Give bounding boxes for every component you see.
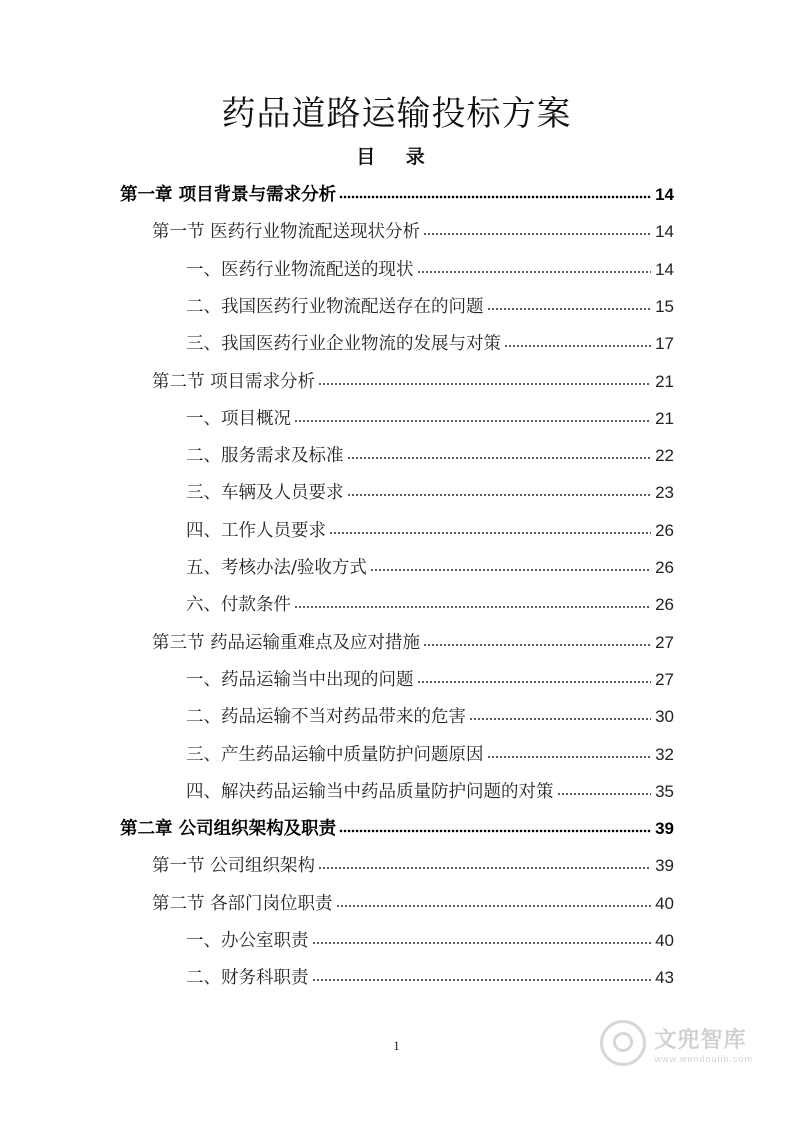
toc-entry-label: 一、办公室职责 [186,931,309,951]
toc-entry[interactable] [186,330,674,358]
toc-entry[interactable] [186,554,674,582]
toc-leader-dots [294,417,651,425]
toc-entry-page: 14 [655,185,674,204]
toc-entry[interactable] [152,368,674,396]
toc-entry[interactable] [186,964,674,992]
toc-entry-page: 40 [655,931,674,950]
toc-entry-label: 第一章 项目背景与需求分析 [120,185,337,205]
toc-entry[interactable] [186,442,674,470]
toc-entry[interactable] [186,405,674,433]
toc-leader-dots [294,603,651,611]
toc-entry-label: 一、医药行业物流配送的现状 [186,259,414,280]
toc-entry-label: 四、解决药品运输当中药品质量防护问题的对策 [186,781,554,802]
watermark-name: 文兜智库 [654,1027,747,1053]
toc-entry-label: 第一节 公司组织架构 [152,856,316,877]
toc-entry-label: 三、我国医药行业企业物流的发展与对策 [186,334,501,355]
toc-entry-page: 17 [655,334,674,354]
toc-entry[interactable] [186,591,674,619]
toc-leader-dots [370,566,651,574]
toc-leader-dots [347,491,652,499]
toc-leader-dots [329,529,651,537]
toc-entry-page: 21 [655,408,674,428]
toc-entry-page: 22 [655,446,674,466]
toc-entry-page: 21 [655,371,674,391]
toc-entry[interactable] [152,852,674,880]
toc-entry[interactable] [120,815,674,843]
toc-leader-dots [423,641,651,649]
toc-entry-page: 23 [655,483,674,503]
toc-leader-dots [312,939,652,947]
toc-entry-label: 第一节 医药行业物流配送现状分析 [152,222,421,243]
watermark-logo-icon [600,1020,646,1066]
watermark-url: www.wendoulib.com [654,1053,753,1064]
toc-leader-dots [339,193,651,201]
toc-leader-dots [312,976,652,984]
toc-entry[interactable] [120,181,674,209]
toc-entry-label: 第三节 药品运输重难点及应对措施 [152,632,421,653]
toc-entry[interactable] [186,293,674,321]
toc-entry-label: 六、付款条件 [186,595,291,616]
toc-leader-dots [487,753,652,761]
toc-leader-dots [423,230,651,238]
toc-entry-page: 30 [655,707,674,727]
toc-leader-dots [504,342,651,350]
toc-heading: 目 录 [356,146,437,168]
toc-entry[interactable] [186,927,674,955]
toc-entry-page: 39 [655,819,674,839]
toc-entry-label: 四、工作人员要求 [186,520,326,541]
toc-entry-label: 二、我国医药行业物流配送存在的问题 [186,296,484,317]
toc-entry-page: 26 [655,558,674,577]
toc-entry[interactable] [186,778,674,806]
toc-entry-label: 第二节 各部门岗位职责 [152,893,333,914]
toc-entry-page: 27 [655,669,674,689]
document-title: 药品道路运输投标方案 [221,94,572,134]
toc-entry-label: 二、财务科职责 [186,968,309,989]
page-number: 1 [393,1038,400,1053]
toc-entry-page: 40 [655,893,674,913]
toc-entry[interactable] [186,479,674,507]
toc-entry[interactable] [186,517,674,545]
toc-leader-dots [318,380,651,388]
toc-entry-label: 三、产生药品运输中质量防护问题原因 [186,744,484,765]
toc-leader-dots [487,305,652,313]
toc-entry-label: 二、药品运输不当对药品带来的危害 [186,707,466,728]
toc-entry-label: 三、车辆及人员要求 [186,483,344,504]
toc-entry-page: 39 [655,856,674,876]
toc-entry-page: 32 [655,744,674,764]
toc-leader-dots [417,678,652,686]
toc-entry[interactable] [152,629,674,657]
toc-leader-dots [417,268,652,276]
toc-entry[interactable] [186,256,674,284]
toc-entry[interactable] [152,218,674,246]
toc-entry-label: 二、服务需求及标准 [186,446,344,467]
toc-entry-label: 一、项目概况 [186,408,291,429]
toc-entry-page: 43 [655,968,674,988]
watermark [600,1020,753,1066]
toc-entry-page: 14 [655,259,674,279]
toc-entry[interactable] [186,666,674,694]
toc-leader-dots [557,790,652,798]
toc-entry-page: 26 [655,520,674,540]
toc-leader-dots [336,902,652,910]
toc-entry-page: 26 [655,595,674,615]
toc-leader-dots [469,715,651,723]
toc-leader-dots [339,827,651,835]
toc-leader-dots [318,864,651,872]
toc-entry[interactable] [186,703,674,731]
toc-entry-label: 一、药品运输当中出现的问题 [186,669,414,690]
toc-leader-dots [347,454,652,462]
toc-entry-page: 27 [655,632,674,652]
toc-entry-page: 35 [655,781,674,801]
toc-entry-page: 15 [655,296,674,316]
toc-entry-page: 14 [655,222,674,242]
toc-entry-label: 五、考核办法/验收方式 [186,558,367,578]
toc-entry[interactable] [186,741,674,769]
toc-entry-label: 第二章 公司组织架构及职责 [120,819,337,840]
toc-entry[interactable] [152,890,674,918]
toc-entry-label: 第二节 项目需求分析 [152,371,316,392]
